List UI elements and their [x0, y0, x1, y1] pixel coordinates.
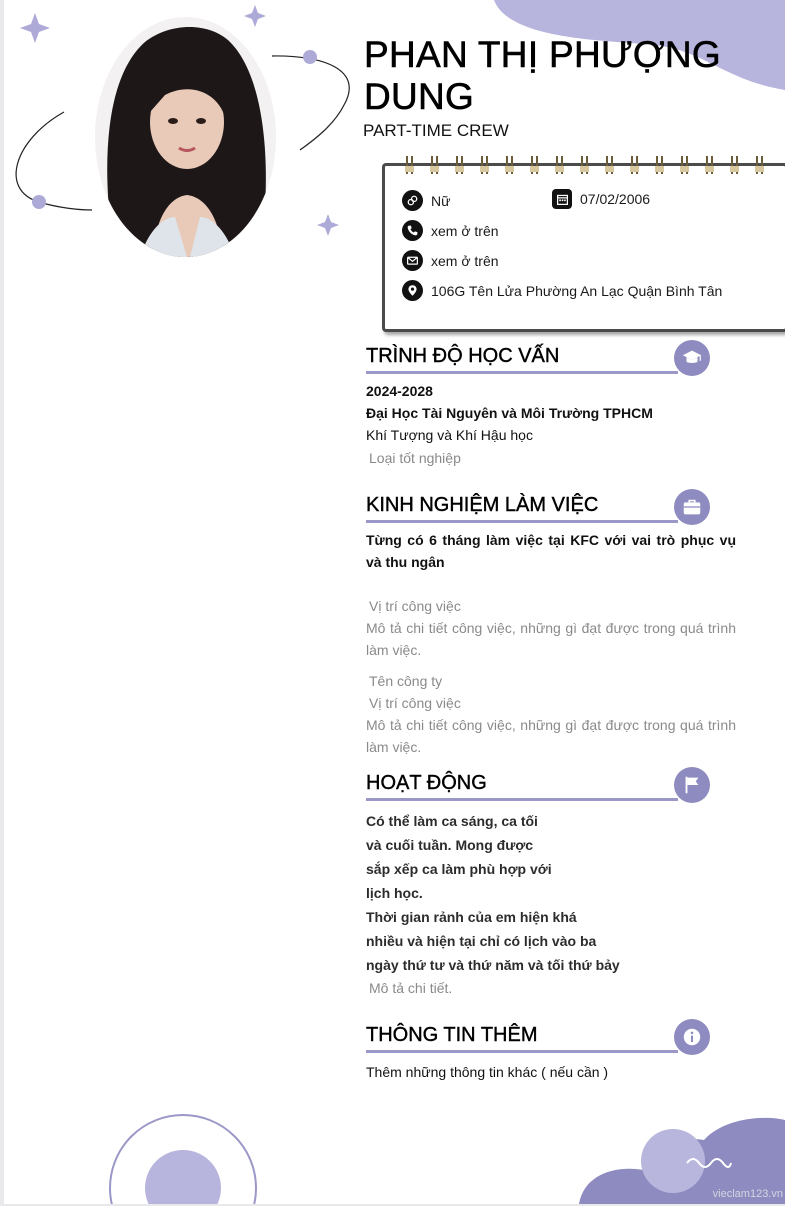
address-row	[402, 280, 722, 301]
activity-line: Có thể làm ca sáng, ca tối	[366, 813, 538, 829]
name-line-1: PHAN THỊ PHƯỢNG	[364, 34, 722, 75]
education-major: Khí Tượng và Khí Hậu học	[366, 427, 533, 443]
briefcase-icon	[674, 489, 710, 525]
additional-text: Thêm những thông tin khác ( nếu cần )	[366, 1064, 609, 1080]
job-title: PART-TIME CREW	[363, 121, 509, 140]
activities-divider	[366, 798, 678, 801]
phone-row	[402, 220, 499, 241]
cv-page	[4, 0, 785, 1204]
email-value: xem ở trên	[431, 252, 499, 269]
experience-position-1: Vị trí công việc	[369, 598, 461, 614]
portrait-photo	[95, 17, 276, 257]
gender-icon	[402, 190, 423, 211]
experience-summary: Từng có 6 tháng làm việc tại KFC với vai trò phục vụ và thu ngân	[366, 532, 736, 570]
education-grade: Loại tốt nghiệp	[369, 450, 461, 466]
education-years: 2024-2028	[366, 383, 433, 399]
watermark: vieclam123.vn	[712, 1188, 783, 1200]
calendar-icon	[552, 189, 572, 209]
activities-list	[366, 809, 620, 977]
flag-icon	[674, 767, 710, 803]
additional-divider	[366, 1050, 678, 1053]
email-icon	[402, 250, 423, 271]
gender-row	[402, 190, 450, 211]
activity-line: lịch học.	[366, 885, 423, 901]
education-heading: TRÌNH ĐỘ HỌC VẤN	[366, 345, 560, 367]
activity-line: ngày thứ tư và thứ năm và tối thứ bảy	[366, 957, 620, 973]
experience-position-2: Vị trí công việc	[369, 695, 461, 711]
experience-description-2: Mô tả chi tiết công việc, những gì đạt được trong quá trình làm việc.	[366, 717, 736, 755]
experience-divider	[366, 520, 678, 523]
birthdate-row	[552, 189, 650, 209]
phone-value: xem ở trên	[431, 222, 499, 239]
experience-company-2: Tên công ty	[369, 673, 443, 689]
education-divider	[366, 371, 678, 374]
full-name	[364, 34, 764, 118]
gender-value: Nữ	[431, 192, 451, 209]
activities-heading: HOẠT ĐỘNG	[366, 772, 487, 794]
experience-description-1: Mô tả chi tiết công việc, những gì đạt được trong quá trình làm việc.	[366, 620, 736, 658]
birthdate-value: 07/02/2006	[580, 191, 651, 207]
address-value: 106G Tên Lửa Phường An Lạc Quận Bình Tân	[431, 282, 723, 299]
experience-heading: KINH NGHIỆM LÀM VIỆC	[366, 494, 599, 516]
notebook-rings	[399, 152, 774, 182]
phone-icon	[402, 220, 423, 241]
activity-line: Thời gian rảnh của em hiện khá	[366, 909, 577, 925]
email-row	[402, 250, 499, 271]
education-school: Đại Học Tài Nguyên và Môi Trường TPHCM	[366, 405, 653, 421]
activity-line: sắp xếp ca làm phù hợp với	[366, 861, 552, 877]
activity-line: nhiều và hiện tại chỉ có lịch vào ba	[366, 933, 597, 949]
info-icon	[674, 1019, 710, 1055]
name-line-2: DUNG	[364, 76, 475, 117]
graduation-cap-icon	[674, 340, 710, 376]
activities-detail: Mô tả chi tiết.	[369, 980, 453, 996]
location-pin-icon	[402, 280, 423, 301]
additional-heading: THÔNG TIN THÊM	[366, 1024, 538, 1046]
activity-line: và cuối tuần. Mong được	[366, 837, 534, 853]
